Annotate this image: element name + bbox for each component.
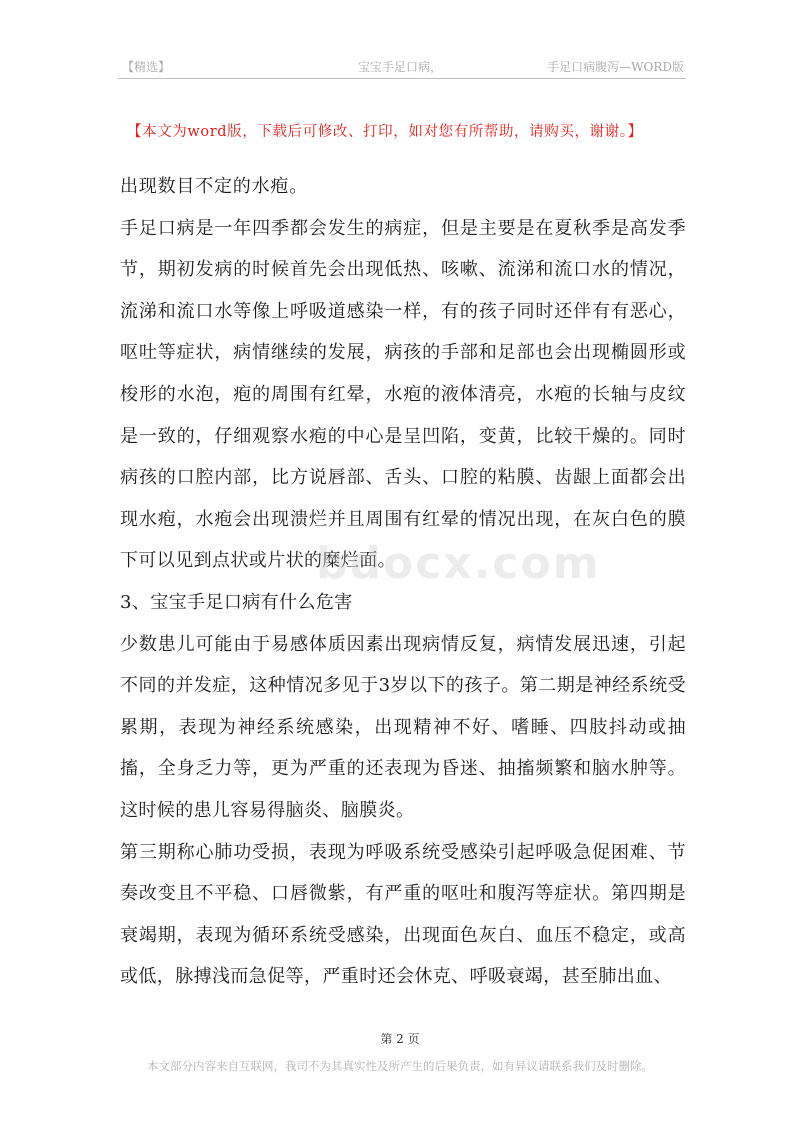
header-center-title: 宝宝手足口病， [358, 60, 443, 74]
watermark: bdocx.com [316, 538, 601, 589]
header-left-label: 【精选】 [122, 60, 171, 74]
section-heading: 3、宝宝手足口病有什么危害 [120, 591, 353, 613]
header-right-title: 手足口病腹泻—WORD版 [547, 60, 684, 74]
paragraph-stage-two: 少数患儿可能由于易感体质因素出现病情反复，病情发展迅速，引起不同的并发症，这种情况多见于3岁以下的孩子。第二期是神经系统受累期，表现为神经系统感染，出现精神不好、嗜睡、四肢抖动或抽搐，全身乏力等，更为严重的还表现为昏迷、抽搐频繁和脑水肿等。这时候的患儿容易得脑炎、脑膜炎。 [120, 633, 686, 821]
word-version-notice: 【本文为word版，下载后可修改、打印，如对您有所帮助，请购买，谢谢。】 [127, 124, 643, 140]
paragraph-symptoms: 手足口病是一年四季都会发生的病症，但是主要是在夏秋季是高发季节，期初发病的时候首先会出现低热、咳嗽、流涕和流口水的情况，流涕和流口水等像上呼吸道感染一样，有的孩子同时还伴有有恶心，呕吐等症状，病情继续的发展，病孩的手部和足部也会出现椭圆形或梭形的水泡，疱的周围有红晕，水疱的液体清亮，水疱的长轴与皮纹是一致的，仔细观察水疱的中心是呈凹陷，变黄，比较干燥的。同时病孩的口腔内部，比方说唇部、舌头、口腔的粘膜、齿龈上面都会出现水疱，水疱会出现溃烂并且周围有红晕的情况出现，在灰白色的膜下可以见到点状或片状的糜烂面。 [120, 217, 686, 572]
page-header [118, 56, 686, 79]
paragraph-intro: 出现数目不定的水疱。 [120, 176, 308, 197]
page-number: 第 2 页 [380, 1032, 420, 1046]
paragraph-stage-three-four: 第三期称心肺功受损，表现为呼吸系统受感染引起呼吸急促困难、节奏改变且不平稳、口唇微紫，有严重的呕吐和腹泻等症状。第四期是衰竭期，表现为循环系统受感染，出现面色灰白、血压不稳定，或高或低，脉搏浅而急促等，严重时还会休克、呼吸衰竭，甚至肺出血、 [120, 841, 686, 988]
footer-disclaimer: 本文部分内容来自互联网，我司不为其真实性及所产生的后果负责，如有异议请联系我们及时删除。 [147, 1059, 653, 1073]
